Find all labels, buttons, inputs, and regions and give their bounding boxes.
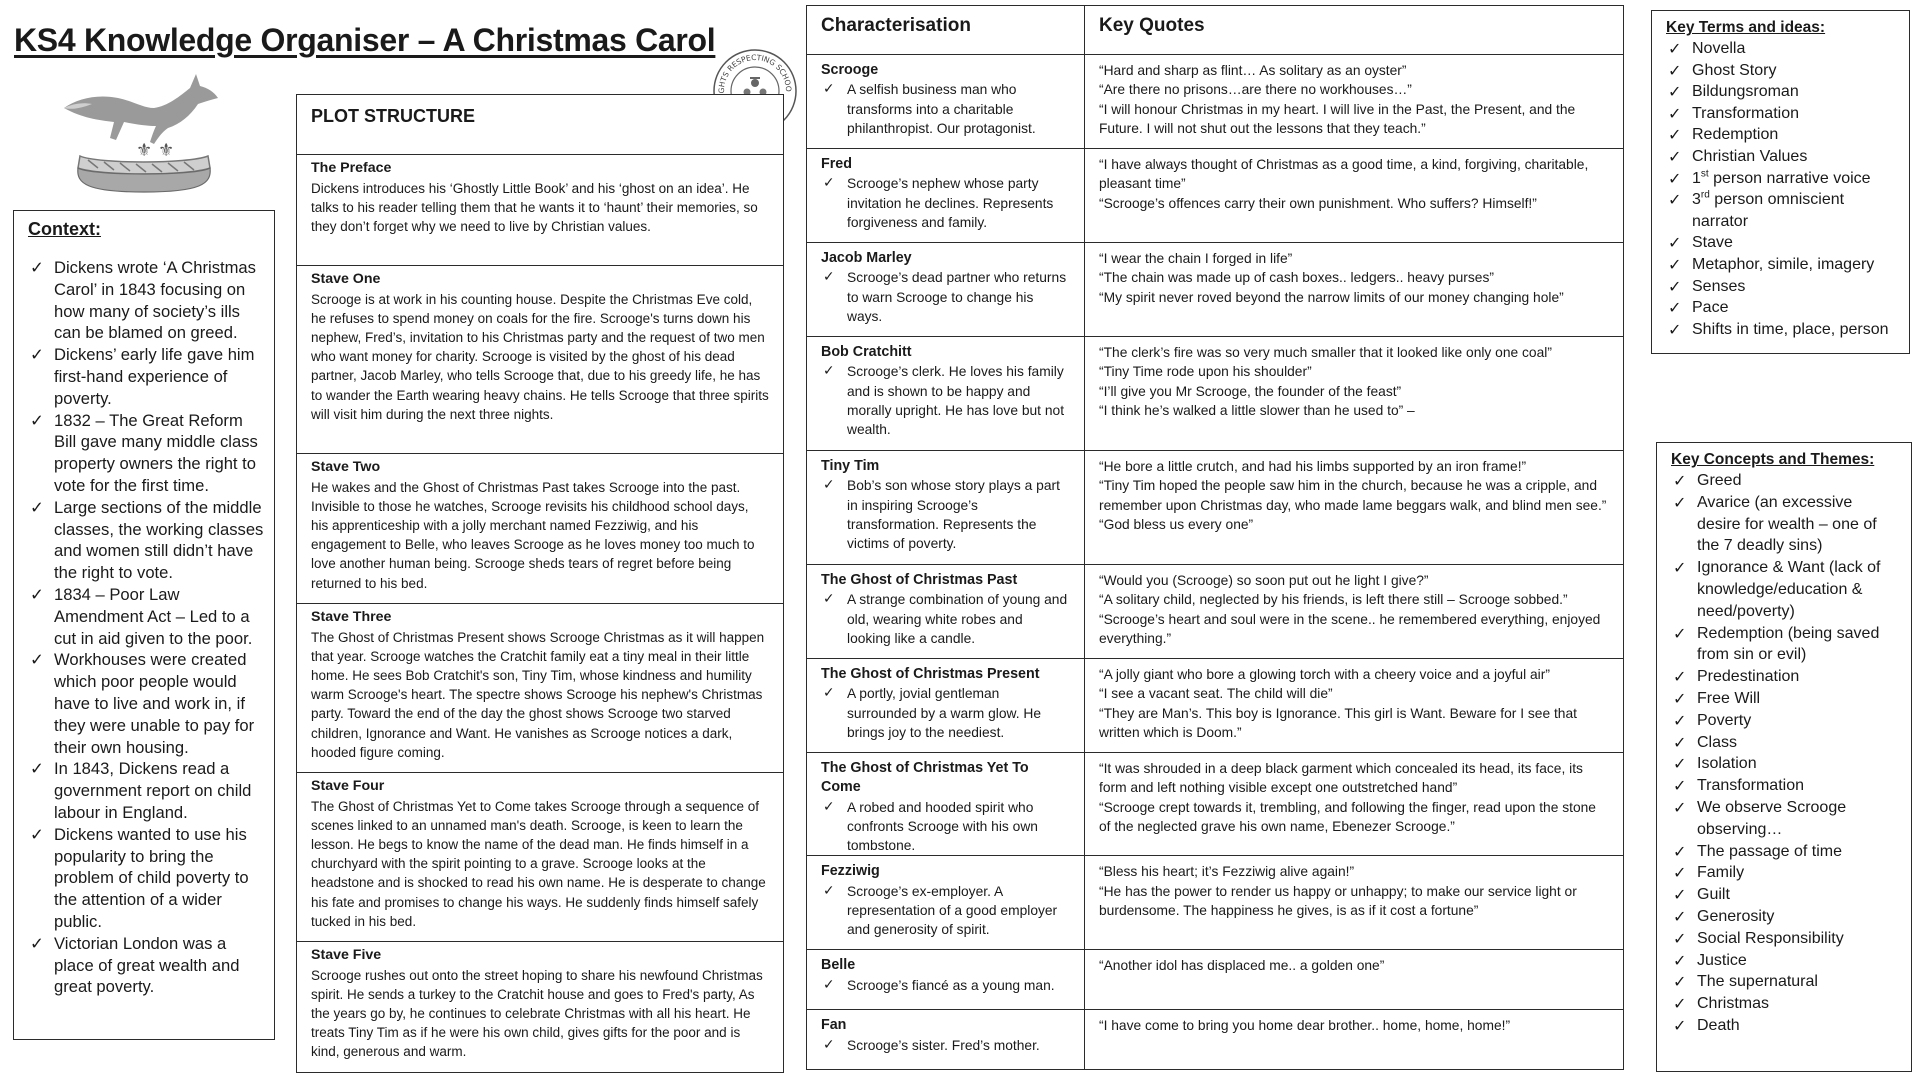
svg-text:RIGHTS RESPECTING SCHOOLS [712,48,793,93]
table-header-row [807,6,1624,55]
table-row [807,659,1624,753]
key-quote: “I’ll give you Mr Scrooge, the founder of the feast” [1099,383,1402,399]
key-quote: “It was shrouded in a deep black garment which concealed its head, its face, its form and left nothing visible except one outstretched hand” [1099,761,1583,796]
plot-section-text: Dickens introduces his ‘Ghostly Little Book’ and his ‘ghost on an idea’. He talks to his reader telling them that he wants it to ‘haunt’ their memories, so they don’t forget why we need to live by Christian values. [311,180,758,234]
key-concept-item: ✓ Class [1671,732,1897,754]
character-cell [807,337,1085,451]
character-description: ✓ Scrooge’s fiancé as a young man. [821,976,1070,995]
key-concept-item: ✓ Justice [1671,950,1897,972]
key-concept-item: ✓ Christmas [1671,993,1897,1015]
key-term-number: 1 [1692,169,1701,187]
context-item: ✓ Dickens’ early life gave him first-hand experience of poverty. [28,344,264,409]
key-quote: “A solitary child, neglected by his friends, is left there still – Scrooge sobbed.” [1099,592,1568,608]
key-quote: “Would you (Scrooge) so soon put out he light I give?” [1099,573,1429,588]
key-term-item [1666,319,1895,341]
key-term-item [1666,124,1895,146]
key-term-text: Metaphor, simile, imagery [1692,255,1875,273]
key-term-ordinal: st [1700,168,1709,180]
key-quote: “I think he’s walked a little slower than he used to” – [1099,402,1415,418]
quotes-cell [1085,149,1624,243]
quotes-cell [1085,753,1624,856]
key-quote: “He bore a little crutch, and had his limbs supported by an iron frame!” [1099,459,1527,474]
key-term-text: Pace [1692,299,1729,317]
character-description: ✓ Scrooge’s nephew whose party invitation he declines. Represents forgiveness and family. [821,174,1070,232]
key-term-item [1666,103,1895,125]
context-list [28,257,264,998]
key-concept-item: ✓ Isolation [1671,753,1897,775]
key-concept-item: ✓ Social Responsibility [1671,928,1897,950]
character-description: ✓ Scrooge’s dead partner who returns to warn Scrooge to change his ways. [821,268,1070,326]
character-description: ✓ Scrooge’s sister. Fred’s mother. [821,1036,1070,1055]
plot-structure-heading: PLOT STRUCTURE [297,95,783,155]
plot-section-text: Scrooge rushes out onto the street hoping to share his newfound Christmas spirit. He sends a turkey to the Cratchit house and goes to Fred's party, As the years go by, he continues to celebrate Christmas with all his heart. He treats Tiny Tim as if he were his own child, gives gifts for the poor and is kind, generous and warm. [311,967,763,1060]
key-quote: “Tiny Time rode upon his shoulder” [1099,364,1312,380]
key-term-text: Christian Values [1692,147,1808,165]
key-term-item [1666,254,1895,276]
plot-section-title: Stave Three [311,609,392,625]
plot-section-stave-four [297,773,783,942]
key-term-text: Shifts in time, place, person [1692,320,1889,338]
key-quote: “I see a vacant seat. The child will die” [1099,686,1333,702]
table-row [807,565,1624,659]
table-row [807,337,1624,451]
key-term-text: Redemption [1692,126,1779,144]
character-cell [807,55,1085,149]
character-cell [807,149,1085,243]
character-description: ✓ A selfish business man who transforms into a charitable philanthropist. Our protagonist. [821,80,1070,138]
svg-text:⚜: ⚜ [136,140,153,161]
plot-structure-panel [296,94,784,1073]
character-name: The Ghost of Christmas Yet To Come [821,760,1029,796]
characterisation-panel [806,5,1623,1062]
key-quote: “I have come to bring you home dear brother.. home, home, home!” [1099,1018,1511,1034]
key-concept-item: ✓ Guilt [1671,884,1897,906]
quotes-cell [1085,950,1624,1010]
plot-section-stave-one [297,266,783,454]
key-term-item [1666,276,1895,298]
key-quotes-header: Key Quotes [1085,6,1624,55]
rights-logo-top-text: GHTS RESPECTING SCHOO [716,52,794,94]
key-quote: “Scrooge’s offences carry their own punishment. Who suffers? Himself!” [1099,195,1537,211]
character-description: ✓ Scrooge’s ex-employer. A representation of a good employer and generosity of spirit. [821,882,1070,940]
plot-section-text: He wakes and the Ghost of Christmas Past takes Scrooge into the past. Invisible to those he watches, Scrooge revisits his childhood school days, his apprenticeship with a jolly merchant named Fezziwig, and his engagement to Belle, who leaves Scrooge as he loves money too much to love another human being. Scrooge sheds tears of regret before being returned to his bed. [311,479,755,591]
plot-section-text: The Ghost of Christmas Yet to Come takes Scrooge through a sequence of scenes linked to an unnamed man's death. Scrooge, is keen to learn the lesson. He begs to know the name of the dead man. He finds himself in a churchyard with the spirit pointing to a grave. Scrooge looks at the headstone and is shocked to read his own name. He is desperate to change his fate and promises to change his ways. He suddenly finds himself safely tucked in his bed. [311,798,766,929]
context-item: ✓ 1834 – Poor Law Amendment Act – Led to a cut in aid given to the poor. [28,584,264,649]
character-name: Belle [821,957,856,974]
key-quote: “God bless us every one” [1099,516,1254,532]
quotes-cell [1085,856,1624,950]
table-row [807,55,1624,149]
key-term-number: 3 [1692,191,1701,209]
key-quote: “The chain was made up of cash boxes.. ledgers.. heavy purses” [1099,270,1494,286]
context-item: ✓ Dickens wanted to use his popularity to bring the problem of child poverty to the attention of a wider public. [28,824,264,933]
character-description: ✓ A portly, jovial gentleman surrounded by a warm glow. He brings joy to the neediest. [821,684,1070,742]
key-quote: “They are Man’s. This boy is Ignorance. This girl is Want. Beware for I see that written which is Doom.” [1099,705,1577,740]
key-quote: “Scrooge crept towards it, trembling, and following the finger, read upon the stone of the neglected grave his own name, Ebenezer Scrooge.” [1099,799,1596,834]
table-row [807,753,1624,856]
character-name: The Ghost of Christmas Past [821,572,1018,588]
key-quote: “He has the power to render us happy or unhappy; to make our service light or burdensome. The happiness he gives, is as if it cost a fortune” [1099,883,1577,919]
character-description: ✓ A robed and hooded spirit who confronts Scrooge with his own tombstone. [821,798,1070,856]
key-quote: “Hard and sharp as flint… As solitary as an oyster” [1099,63,1407,78]
character-name: Bob Cratchitt [821,344,912,360]
key-concept-item: ✓ Poverty [1671,710,1897,732]
key-term-item [1666,81,1895,103]
quotes-cell [1085,451,1624,565]
svg-text:⚜: ⚜ [158,140,175,161]
character-cell [807,243,1085,337]
key-concept-item: ✓ The passage of time [1671,841,1897,863]
key-quote: “I will honour Christmas in my heart. I will live in the Past, the Present, and the Future. I will not shut out the lessons that they teach.” [1099,101,1576,136]
key-concept-item: ✓ Family [1671,862,1897,884]
key-term-text: Bildungsroman [1692,83,1799,101]
fox-crest-logo [58,68,230,196]
key-term-item [1666,189,1895,232]
quotes-cell [1085,565,1624,659]
context-panel [13,210,275,1040]
plot-section-title: The Preface [311,160,392,176]
key-term-ordinal: rd [1700,189,1710,201]
key-concept-item: ✓ Transformation [1671,775,1897,797]
quotes-cell [1085,55,1624,149]
plot-section-title: Stave One [311,271,381,287]
context-item: ✓ 1832 – The Great Reform Bill gave many middle class property owners the right to vote for the first time. [28,410,264,497]
key-quote: “Tiny Tim hoped the people saw him in the church, because he was a cripple, and remember upon Christmas day, who made lame beggars walk, and blind men see.” [1099,478,1607,513]
character-cell [807,451,1085,565]
character-cell [807,565,1085,659]
context-item: ✓ Workhouses were created which poor people would have to live and work in, if they were unable to pay for their own housing. [28,649,264,758]
character-cell [807,950,1085,1010]
character-description: ✓ Scrooge’s clerk. He loves his family and is shown to be happy and morally upright. He has love but not wealth. [821,362,1070,439]
plot-section-title: Stave Two [311,459,381,475]
quotes-cell [1085,659,1624,753]
context-item: ✓ Victorian London was a place of great wealth and great poverty. [28,933,264,998]
key-concept-item: ✓ Ignorance & Want (lack of knowledge/education & need/poverty) [1671,557,1897,622]
characterisation-header: Characterisation [807,6,1085,55]
table-row [807,1010,1624,1070]
key-term-text: Novella [1692,40,1746,57]
key-concept-item: ✓ The supernatural [1671,971,1897,993]
key-concepts-list [1671,470,1897,1037]
key-quote: “A jolly giant who bore a glowing torch with a cheery voice and a joyful air” [1099,667,1550,682]
key-concept-item: ✓ Redemption (being saved from sin or evil) [1671,623,1897,667]
key-term-item [1666,168,1895,190]
character-name: The Ghost of Christmas Present [821,666,1040,682]
key-term-text: person narrative voice [1708,169,1871,187]
key-concepts-panel [1656,442,1912,1072]
key-quote: “Another idol has displaced me.. a golden one” [1099,958,1385,974]
character-name: Tiny Tim [821,458,880,474]
context-heading: Context: [28,219,101,239]
plot-section-text: The Ghost of Christmas Present shows Scrooge Christmas as it will happen that year. Scrooge watches the Cratchit family eat a tiny meal in their little home. He sees Bob Cratchit's son, Tiny Tim, whose kindness and humility warm Scrooge's heart. The spectre shows Scrooge his nephew's Christmas party. Toward the end of the day the ghost shows Scrooge two starved children, Ignorance and Want. He vanishes as Scrooge notices a dark, hooded figure coming. [311,629,765,760]
table-row [807,950,1624,1010]
key-term-text: person omniscient narrator [1692,191,1845,230]
key-terms-heading: Key Terms and ideas: [1666,19,1826,36]
key-quote: “My spirit never roved beyond the narrow limits of our money changing hole” [1099,289,1564,305]
key-quote: “I wear the chain I forged in life” [1099,251,1293,266]
character-cell [807,856,1085,950]
characterisation-table [806,5,1624,1070]
table-row [807,856,1624,950]
key-concept-item: ✓ Death [1671,1015,1897,1037]
character-name: Fezziwig [821,863,880,880]
key-term-text: Stave [1692,234,1733,252]
key-term-item [1666,232,1895,254]
character-cell [807,659,1085,753]
plot-section-stave-two [297,454,783,604]
key-concepts-heading: Key Concepts and Themes: [1671,451,1875,468]
key-terms-panel [1651,10,1910,354]
plot-section-stave-three [297,604,783,773]
key-terms-list [1666,38,1895,340]
character-name: Fan [821,1017,847,1034]
character-name: Jacob Marley [821,250,912,266]
character-description: ✓ A strange combination of young and old, wearing white robes and looking like a candle. [821,590,1070,648]
character-name: Fred [821,156,852,172]
key-quote: “Scrooge’s heart and soul were in the scene.. he remembered everything, enjoyed everything.” [1099,611,1601,646]
key-concept-item: ✓ Generosity [1671,906,1897,928]
plot-section-title: Stave Five [311,947,382,963]
context-item: ✓ Dickens wrote ‘A Christmas Carol’ in 1843 focusing on how many of society’s ills can be blamed on greed. [28,257,264,344]
key-concept-item: ✓ Greed [1671,470,1897,492]
key-concept-item: ✓ Free Will [1671,688,1897,710]
key-term-item [1666,60,1895,82]
table-row [807,451,1624,565]
key-term-text: Ghost Story [1692,61,1777,79]
character-name: Scrooge [821,62,879,78]
character-cell [807,753,1085,856]
plot-section-text: Scrooge is at work in his counting house. Despite the Christmas Eve cold, he refuses to spend money on coals for the fire. Scrooge's turns down his nephew, Fred’s, invitation to his Christmas party and the request of two men who want money for charity. Scrooge is visited by the ghost of his dead partner, Jacob Marley, who tells Scrooge that, due to his greedy life, he has to wander the Earth wearing heavy chains. He tells Scrooge that three spirits will visit him during the next three nights. [311,291,769,422]
character-description: ✓ Bob’s son whose story plays a part in inspiring Scrooge’s transformation. Represents the victims of poverty. [821,476,1070,553]
key-concept-item: ✓ We observe Scrooge observing… [1671,797,1897,841]
context-item: ✓ In 1843, Dickens read a government report on child labour in England. [28,758,264,823]
context-item: ✓ Large sections of the middle classes, the working classes and women still didn’t have the right to vote. [28,497,264,584]
key-quote: “The clerk’s fire was so very much smaller that it looked like only one coal” [1099,345,1552,360]
key-quote: “Bless his heart; it’s Fezziwig alive again!” [1099,864,1355,880]
table-row [807,149,1624,243]
key-quote: “Are there no prisons…are there no workhouses…” [1099,82,1412,98]
page-title: KS4 Knowledge Organiser – A Christmas Carol [14,22,716,58]
plot-section-preface [297,155,783,266]
key-quote: “I have always thought of Christmas as a good time, a kind, forgiving, charitable, pleasant time” [1099,157,1589,192]
plot-section-stave-five [297,942,783,1071]
key-concept-item: ✓ Avarice (an excessive desire for wealth – one of the 7 deadly sins) [1671,492,1897,557]
key-term-item [1666,297,1895,319]
plot-section-title: Stave Four [311,778,385,794]
quotes-cell [1085,1010,1624,1070]
quotes-cell [1085,243,1624,337]
key-concept-item: ✓ Predestination [1671,666,1897,688]
key-term-text: Senses [1692,277,1746,295]
key-term-item [1666,38,1895,60]
quotes-cell [1085,337,1624,451]
key-term-item [1666,146,1895,168]
table-row [807,243,1624,337]
key-term-text: Transformation [1692,104,1799,122]
character-cell [807,1010,1085,1070]
